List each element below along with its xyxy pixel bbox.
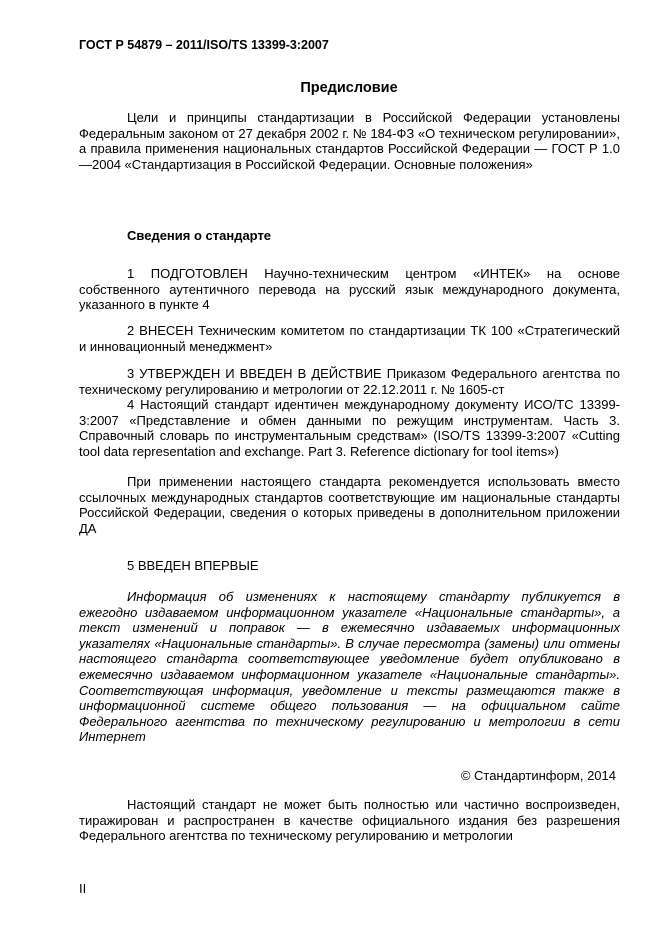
item-4-note-paragraph: При применении настоящего стандарта рекомендуется использовать вместо ссылочных международных стандартов соответствующие им национальные стандарты Российской Федерации, сведения о которых приведены в дополнительном приложении ДА xyxy=(79,474,620,536)
reproduction-paragraph: Настоящий стандарт не может быть полностью или частично воспроизведен, тиражирован и распространен в качестве официального издания без разрешения Федерального агентства по техническому регулированию и метрологии xyxy=(79,797,620,844)
item-1-paragraph: 1 ПОДГОТОВЛЕН Научно-техническим центром «ИНТЕК» на основе собственного аутентичного перевода на русский язык международного документа, указанного в пункте 4 xyxy=(79,266,620,313)
item-2-paragraph: 2 ВНЕСЕН Техническим комитетом по стандартизации ТК 100 «Стратегический и инновационный менеджмент» xyxy=(79,323,620,354)
document-header: ГОСТ Р 54879 – 2011/ISO/TS 13399-3:2007 xyxy=(79,38,329,52)
page-title: Предисловие xyxy=(300,80,398,96)
item-5-paragraph: 5 ВВЕДЕН ВПЕРВЫЕ xyxy=(127,558,259,573)
item-3-paragraph: 3 УТВЕРЖДЕН И ВВЕДЕН В ДЕЙСТВИЕ Приказом Федерального агентства по техническому регулированию и метрологии от 22.12.2011 г. № 1605-ст xyxy=(79,366,620,397)
page-number: II xyxy=(79,881,87,896)
changes-notice-paragraph: Информация об изменениях к настоящему стандарту публикуется в ежегодно издаваемом информационном указателе «Национальные стандарты», а текст изменений и поправок — в ежемесячно издаваемых информационных указателях «Национальные стандарты». В случае пересмотра (замены) или отмены настоящего стандарта соответствующее уведомление будет опубликовано в ежемесячно издаваемом информационном указателе «Национальные стандарты». Соответствующая информация, уведомление и тексты размещаются также в информационной системе общего пользования — на официальном сайте Федерального агентства по техническому регулированию и метрологии в сети Интернет xyxy=(79,589,620,745)
item-4-paragraph: 4 Настоящий стандарт идентичен международному документу ИСО/ТС 13399-3:2007 «Представление и обмен данными по режущим инструментам. Часть 3. Справочный словарь по инструментальным средствам» (ISO/TS 13399-3:2007 «Cutting tool data representation and exchange. Part 3. Reference dictionary for tool items») xyxy=(79,397,620,459)
info-heading: Сведения о стандарте xyxy=(127,228,272,243)
copyright-notice: © Стандартинформ, 2014 xyxy=(460,768,616,783)
intro-paragraph: Цели и принципы стандартизации в Российской Федерации установлены Федеральным законом от 27 декабря 2002 г. № 184-ФЗ «О техническом регулировании», а правила применения национальных стандартов Российской Федерации — ГОСТ Р 1.0—2004 «Стандартизация в Российской Федерации. Основные положения» xyxy=(79,110,620,172)
